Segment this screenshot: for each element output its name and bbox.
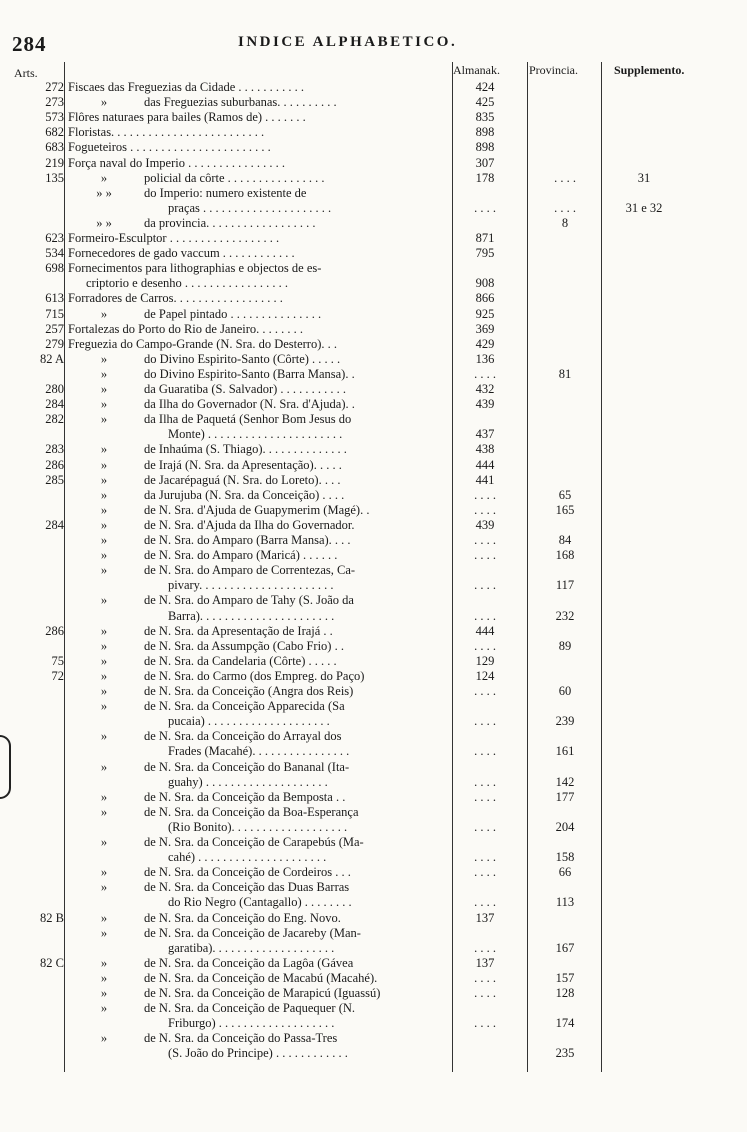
entry-text: da Guaratiba (S. Salvador) . . . . . . . . . . . xyxy=(144,382,347,396)
ditto-mark: » xyxy=(100,517,108,532)
entry-text: de N. Sra. da Conceição das Duas Barras xyxy=(144,880,350,895)
ditto-mark: » xyxy=(100,563,108,578)
ditto-mark: » xyxy=(100,638,108,653)
entry-text: de N. Sra. d'Ajuda da Ilha do Governador. xyxy=(144,517,355,532)
almanak-page: 925 xyxy=(475,306,495,321)
ditto-mark: » » xyxy=(96,185,112,200)
ditto-mark: » xyxy=(100,351,108,366)
almanak-page: . . . . xyxy=(474,578,496,593)
index-row xyxy=(0,382,747,397)
article-number: 623 xyxy=(45,231,64,245)
entry-text: da Jurujuba (N. Sra. da Conceição) . . . . xyxy=(144,487,345,502)
index-row xyxy=(0,880,747,895)
index-row xyxy=(0,125,747,140)
almanak-page: 795 xyxy=(475,246,495,261)
ditto-mark: » xyxy=(100,412,108,427)
entry-text: guahy) . . . . . . . . . . . . . . . . . . . . xyxy=(168,774,328,789)
entry-text: de Inhaúma (S. Thiago). . . . . . . . . . . . . . xyxy=(144,442,347,457)
index-row xyxy=(0,307,747,322)
article-number: 715 xyxy=(45,306,64,321)
almanak-page: 871 xyxy=(475,231,495,245)
index-row xyxy=(0,926,747,941)
column-header-arts: Arts. xyxy=(14,66,38,80)
provincia-page: 177 xyxy=(555,789,575,804)
ditto-mark: » xyxy=(100,442,108,457)
ditto-mark: » xyxy=(100,910,108,925)
article-number: 82 C xyxy=(40,955,64,970)
article-number: 257 xyxy=(45,321,64,336)
entry-text: de N. Sra. da Conceição Apparecida (Sa xyxy=(144,699,345,714)
entry-text: de N. Sra. da Conceição da Bemposta . . xyxy=(144,789,346,804)
article-number: 698 xyxy=(45,261,64,276)
provincia-page: 158 xyxy=(555,850,575,865)
almanak-page: 438 xyxy=(475,442,495,457)
ditto-mark: » xyxy=(100,880,108,895)
almanak-page: . . . . xyxy=(474,819,496,834)
index-row xyxy=(0,291,747,306)
almanak-page: . . . . xyxy=(474,684,496,698)
provincia-page: 66 xyxy=(558,865,572,880)
entry-text: criptorio e desenho . . . . . . . . . . . . . . . . . xyxy=(86,276,289,291)
index-row xyxy=(0,850,747,865)
almanak-page: 444 xyxy=(475,457,495,472)
provincia-page: 165 xyxy=(555,502,575,517)
index-row xyxy=(0,533,747,548)
article-number: 286 xyxy=(45,623,64,638)
entry-text: Frades (Macahé). . . . . . . . . . . . . . . . xyxy=(168,744,350,759)
entry-text: da provincia. . . . . . . . . . . . . . . . . . xyxy=(144,215,316,230)
column-header-almanak: Almanak. xyxy=(453,63,500,77)
index-row xyxy=(0,352,747,367)
provincia-page: 65 xyxy=(558,487,572,502)
ditto-mark: » xyxy=(100,502,108,517)
ditto-mark: » xyxy=(100,533,108,547)
index-row xyxy=(0,367,747,382)
ditto-mark: » xyxy=(100,759,108,774)
almanak-page: . . . . xyxy=(474,366,496,381)
provincia-page: . . . . xyxy=(554,170,576,185)
index-row xyxy=(0,503,747,518)
article-number: 534 xyxy=(45,246,64,261)
ditto-mark: » xyxy=(100,593,108,608)
index-row xyxy=(0,835,747,850)
article-number: 219 xyxy=(45,155,64,170)
entry-text: do Rio Negro (Cantagallo) . . . . . . . . xyxy=(168,895,352,910)
index-row xyxy=(0,684,747,699)
provincia-page: 8 xyxy=(561,215,569,230)
entry-text: policial da côrte . . . . . . . . . . . . . . . . xyxy=(144,170,325,185)
entry-text: do Divino Espirito-Santo (Barra Mansa). . xyxy=(144,366,355,381)
almanak-page: 124 xyxy=(475,668,495,683)
index-row xyxy=(0,473,747,488)
entry-text: de Jacarépaguá (N. Sra. do Loreto). . . . xyxy=(144,472,341,487)
provincia-page: 157 xyxy=(555,970,575,985)
provincia-page: 117 xyxy=(555,578,575,593)
index-row xyxy=(0,1001,747,1016)
page-number: 284 xyxy=(12,32,47,56)
index-row xyxy=(0,624,747,639)
entry-text: de N. Sra. do Amparo de Tahy (S. João da xyxy=(144,593,354,608)
almanak-page: 307 xyxy=(475,155,495,170)
entry-text: (S. João do Principe) . . . . . . . . . . . . xyxy=(168,1046,348,1061)
article-number: 286 xyxy=(45,457,64,472)
entry-text: pivary. . . . . . . . . . . . . . . . . . . . . . xyxy=(168,578,334,593)
provincia-page: 142 xyxy=(555,774,575,789)
index-row xyxy=(0,971,747,986)
provincia-page: 168 xyxy=(555,548,575,563)
entry-text: de N. Sra. do Carmo (dos Empreg. do Paço) xyxy=(144,668,365,683)
provincia-page: 128 xyxy=(555,986,575,1000)
ditto-mark: » xyxy=(100,1031,108,1046)
provincia-page: 235 xyxy=(555,1046,575,1061)
ditto-mark: » xyxy=(100,668,108,683)
ditto-mark: » xyxy=(100,1001,108,1016)
entry-text: de N. Sra. da Apresentação de Irajá . . xyxy=(144,623,333,638)
ditto-mark: » xyxy=(100,684,108,698)
index-row xyxy=(0,231,747,246)
entry-text: Floristas. . . . . . . . . . . . . . . . . . . . . . . . . xyxy=(68,125,265,140)
index-row xyxy=(0,941,747,956)
almanak-page: . . . . xyxy=(474,865,496,880)
entry-text: praças . . . . . . . . . . . . . . . . . . . . . xyxy=(168,200,332,215)
entry-text: Monte) . . . . . . . . . . . . . . . . . . . . . . xyxy=(168,427,343,442)
ditto-mark: » xyxy=(100,865,108,880)
page-header xyxy=(0,30,747,56)
almanak-page: 439 xyxy=(475,517,495,532)
entry-text: de N. Sra. da Candelaria (Côrte) . . . . . xyxy=(144,653,337,668)
almanak-page: . . . . xyxy=(474,986,496,1000)
entry-text: do Imperio: numero existente de xyxy=(144,185,307,200)
ditto-mark: » xyxy=(100,95,108,110)
index-row xyxy=(0,412,747,427)
entry-text: Força naval do Imperio . . . . . . . . . . . . . . . . xyxy=(68,155,285,170)
article-number: 280 xyxy=(45,382,64,396)
article-number: 135 xyxy=(45,170,64,185)
almanak-page: 137 xyxy=(475,910,495,925)
entry-text: cahé) . . . . . . . . . . . . . . . . . . . . . xyxy=(168,850,327,865)
index-row xyxy=(0,1046,747,1061)
almanak-page: 432 xyxy=(475,382,495,396)
entry-text: de N. Sra. da Conceição da Boa-Esperança xyxy=(144,804,359,819)
ditto-mark: » xyxy=(100,397,108,412)
entry-text: Forradores de Carros. . . . . . . . . . . . . . . . . . xyxy=(68,291,283,306)
index-row xyxy=(0,669,747,684)
entry-text: Formeiro-Esculptor . . . . . . . . . . . . . . . . . . xyxy=(68,231,280,245)
index-row xyxy=(0,790,747,805)
article-number: 82 A xyxy=(40,351,64,366)
entry-text: do Divino Espirito-Santo (Côrte) . . . . . xyxy=(144,351,341,366)
provincia-page: 89 xyxy=(558,638,572,653)
almanak-page: . . . . xyxy=(474,744,496,759)
entry-text: de N. Sra. da Conceição de Jacareby (Man- xyxy=(144,925,361,940)
article-number: 284 xyxy=(45,517,64,532)
entry-text: Fortalezas do Porto do Rio de Janeiro. . . . . . . . xyxy=(68,321,304,336)
almanak-page: . . . . xyxy=(474,502,496,517)
index-row xyxy=(0,820,747,835)
index-row xyxy=(0,397,747,412)
index-row xyxy=(0,488,747,503)
index-row xyxy=(0,986,747,1001)
provincia-page: 81 xyxy=(558,366,572,381)
entry-text: de N. Sra. da Conceição da Lagôa (Gávea xyxy=(144,955,354,970)
almanak-page: . . . . xyxy=(474,714,496,729)
almanak-page: 369 xyxy=(475,321,495,336)
entry-text: Freguezia do Campo-Grande (N. Sra. do Desterro). . . xyxy=(68,336,338,351)
entry-text: Fornecimentos para lithographias e objectos de es- xyxy=(68,261,322,276)
almanak-page: 429 xyxy=(475,336,495,351)
index-row xyxy=(0,911,747,926)
entry-text: de N. Sra. da Conceição de Macabú (Macahé). xyxy=(144,970,378,985)
article-number: 283 xyxy=(45,442,64,457)
ditto-mark: » xyxy=(100,306,108,321)
almanak-page: . . . . xyxy=(474,638,496,653)
ditto-mark: » xyxy=(100,955,108,970)
entry-text: Fogueteiros . . . . . . . . . . . . . . . . . . . . . . . xyxy=(68,140,271,155)
index-row xyxy=(0,729,747,744)
almanak-page: 898 xyxy=(475,140,495,155)
index-row xyxy=(0,171,747,186)
provincia-page: 204 xyxy=(555,819,575,834)
article-number: 282 xyxy=(45,412,64,427)
entry-text: de N. Sra. do Amparo de Correntezas, Ca- xyxy=(144,563,356,578)
index-row xyxy=(0,563,747,578)
almanak-page: . . . . xyxy=(474,940,496,955)
almanak-page: 908 xyxy=(475,276,495,291)
almanak-page: . . . . xyxy=(474,1016,496,1031)
index-row xyxy=(0,518,747,533)
almanak-page: 835 xyxy=(475,110,495,125)
article-number: 82 B xyxy=(40,910,64,925)
entry-text: de N. Sra. da Conceição do Eng. Novo. xyxy=(144,910,341,925)
ditto-mark: » xyxy=(100,623,108,638)
entry-text: de N. Sra. da Conceição (Angra dos Reis) xyxy=(144,684,354,698)
article-number: 573 xyxy=(45,110,64,125)
provincia-page: 239 xyxy=(555,714,575,729)
entry-text: (Rio Bonito). . . . . . . . . . . . . . . . . . . xyxy=(168,819,348,834)
index-row xyxy=(0,639,747,654)
almanak-page: . . . . xyxy=(474,789,496,804)
provincia-page: 161 xyxy=(555,744,575,759)
provincia-page: 84 xyxy=(558,533,572,547)
entry-text: Friburgo) . . . . . . . . . . . . . . . . . . . xyxy=(168,1016,335,1031)
index-row xyxy=(0,140,747,155)
entry-text: Fiscaes das Freguezias da Cidade . . . . . . . . . . . xyxy=(68,80,305,94)
almanak-page: 137 xyxy=(475,955,495,970)
ditto-mark: » xyxy=(100,925,108,940)
index-row xyxy=(0,216,747,231)
column-header-supplemento: Supplemento. xyxy=(614,63,685,77)
entry-text: de N. Sra. da Conceição do Passa-Tres xyxy=(144,1031,338,1046)
index-row xyxy=(0,744,747,759)
almanak-page: . . . . xyxy=(474,895,496,910)
almanak-page: 136 xyxy=(475,351,495,366)
ditto-mark: » xyxy=(100,789,108,804)
ditto-mark: » xyxy=(100,457,108,472)
index-row xyxy=(0,80,747,95)
ditto-mark: » xyxy=(100,835,108,849)
almanak-page: 866 xyxy=(475,291,495,306)
article-number: 273 xyxy=(45,95,64,110)
index-row xyxy=(0,246,747,261)
entry-text: de N. Sra. da Conceição de Marapicú (Iguassú) xyxy=(144,986,381,1000)
index-row xyxy=(0,261,747,276)
index-row xyxy=(0,322,747,337)
ditto-mark: » xyxy=(100,970,108,985)
index-row xyxy=(0,609,747,624)
almanak-page: 898 xyxy=(475,125,495,140)
article-number: 285 xyxy=(45,472,64,487)
index-row xyxy=(0,186,747,201)
index-row xyxy=(0,201,747,216)
column-header-provincia: Provincia. xyxy=(529,63,578,77)
entry-text: de N. Sra. da Conceição do Bananal (Ita- xyxy=(144,759,350,774)
entry-text: de N. Sra. da Assumpção (Cabo Frio) . . xyxy=(144,638,344,653)
article-number: 683 xyxy=(45,140,64,155)
almanak-page: . . . . xyxy=(474,200,496,215)
entry-text: da Ilha de Paquetá (Senhor Bom Jesus do xyxy=(144,412,352,427)
entry-text: Barra). . . . . . . . . . . . . . . . . . . . . . xyxy=(168,608,335,623)
entry-text: Flôres naturaes para bailes (Ramos de) . . . . . . . xyxy=(68,110,306,125)
almanak-page: 444 xyxy=(475,623,495,638)
index-row xyxy=(0,1016,747,1031)
ditto-mark: » xyxy=(100,804,108,819)
article-number: 272 xyxy=(45,80,64,94)
provincia-page: 113 xyxy=(555,895,575,910)
entry-text: Fornecedores de gado vaccum . . . . . . . . . . . . xyxy=(68,246,295,261)
index-row xyxy=(0,442,747,457)
almanak-page: . . . . xyxy=(474,608,496,623)
almanak-page: . . . . xyxy=(474,548,496,563)
article-number: 279 xyxy=(45,336,64,351)
index-row xyxy=(0,956,747,971)
provincia-page: 174 xyxy=(555,1016,575,1031)
entry-text: das Freguezias suburbanas. . . . . . . . . . xyxy=(144,95,337,110)
almanak-page: 439 xyxy=(475,397,495,412)
index-row xyxy=(0,110,747,125)
index-row xyxy=(0,156,747,171)
entry-text: de N. Sra. da Conceição de Carapebús (Ma- xyxy=(144,835,364,849)
index-row xyxy=(0,895,747,910)
index-row xyxy=(0,654,747,669)
index-row xyxy=(0,276,747,291)
index-row xyxy=(0,805,747,820)
entry-text: de N. Sra. do Amparo (Maricá) . . . . . . xyxy=(144,548,338,563)
index-row xyxy=(0,95,747,110)
entry-text: pucaia) . . . . . . . . . . . . . . . . . . . . xyxy=(168,714,330,729)
index-row xyxy=(0,427,747,442)
entry-text: de Papel pintado . . . . . . . . . . . . . . . xyxy=(144,306,322,321)
entry-text: de N. Sra. do Amparo (Barra Mansa). . . . xyxy=(144,533,351,547)
ditto-mark: » » xyxy=(96,215,112,230)
entry-text: de N. Sra. d'Ajuda de Guapymerim (Magé). . xyxy=(144,502,370,517)
provincia-page: . . . . xyxy=(554,200,576,215)
provincia-page: 60 xyxy=(558,684,572,698)
entry-text: garatiba). . . . . . . . . . . . . . . . . . . . xyxy=(168,940,335,955)
article-number: 72 xyxy=(51,668,64,683)
almanak-page: . . . . xyxy=(474,970,496,985)
supplemento-page: 31 xyxy=(637,170,651,185)
ditto-mark: » xyxy=(100,729,108,744)
entry-text: da Ilha do Governador (N. Sra. d'Ajuda). . xyxy=(144,397,355,412)
almanak-page: 437 xyxy=(475,427,495,442)
index-row xyxy=(0,1031,747,1046)
ditto-mark: » xyxy=(100,382,108,396)
ditto-mark: » xyxy=(100,366,108,381)
ditto-mark: » xyxy=(100,653,108,668)
ditto-mark: » xyxy=(100,170,108,185)
article-number: 613 xyxy=(45,291,64,306)
ditto-mark: » xyxy=(100,986,108,1000)
index-row xyxy=(0,458,747,473)
entry-text: de N. Sra. da Conceição de Paquequer (N. xyxy=(144,1001,356,1016)
index-row xyxy=(0,578,747,593)
index-row xyxy=(0,775,747,790)
entry-text: de Irajá (N. Sra. da Apresentação). . . . . xyxy=(144,457,342,472)
almanak-page: . . . . xyxy=(474,487,496,502)
almanak-page: 178 xyxy=(475,170,495,185)
ditto-mark: » xyxy=(100,487,108,502)
article-number: 284 xyxy=(45,397,64,412)
index-row xyxy=(0,699,747,714)
almanak-page: 129 xyxy=(475,653,495,668)
almanak-page: . . . . xyxy=(474,850,496,865)
almanak-page: 441 xyxy=(475,472,495,487)
index-row xyxy=(0,548,747,563)
ditto-mark: » xyxy=(100,699,108,714)
ditto-mark: » xyxy=(100,472,108,487)
index-row xyxy=(0,865,747,880)
ditto-mark: » xyxy=(100,548,108,563)
almanak-page: 425 xyxy=(475,95,495,110)
almanak-page: . . . . xyxy=(474,533,496,547)
index-row xyxy=(0,593,747,608)
entry-text: de N. Sra. da Conceição de Cordeiros . . . xyxy=(144,865,351,880)
supplemento-page: 31 e 32 xyxy=(625,200,663,215)
page-title: INDICE ALPHABETICO. xyxy=(238,34,458,50)
provincia-page: 167 xyxy=(555,940,575,955)
almanak-page: . . . . xyxy=(474,774,496,789)
almanak-page: 424 xyxy=(475,80,495,94)
provincia-page: 232 xyxy=(555,608,575,623)
article-number: 682 xyxy=(45,125,64,140)
index-row xyxy=(0,760,747,775)
entry-text: de N. Sra. da Conceição do Arrayal dos xyxy=(144,729,342,744)
article-number: 75 xyxy=(51,653,64,668)
index-row xyxy=(0,714,747,729)
index-row xyxy=(0,337,747,352)
